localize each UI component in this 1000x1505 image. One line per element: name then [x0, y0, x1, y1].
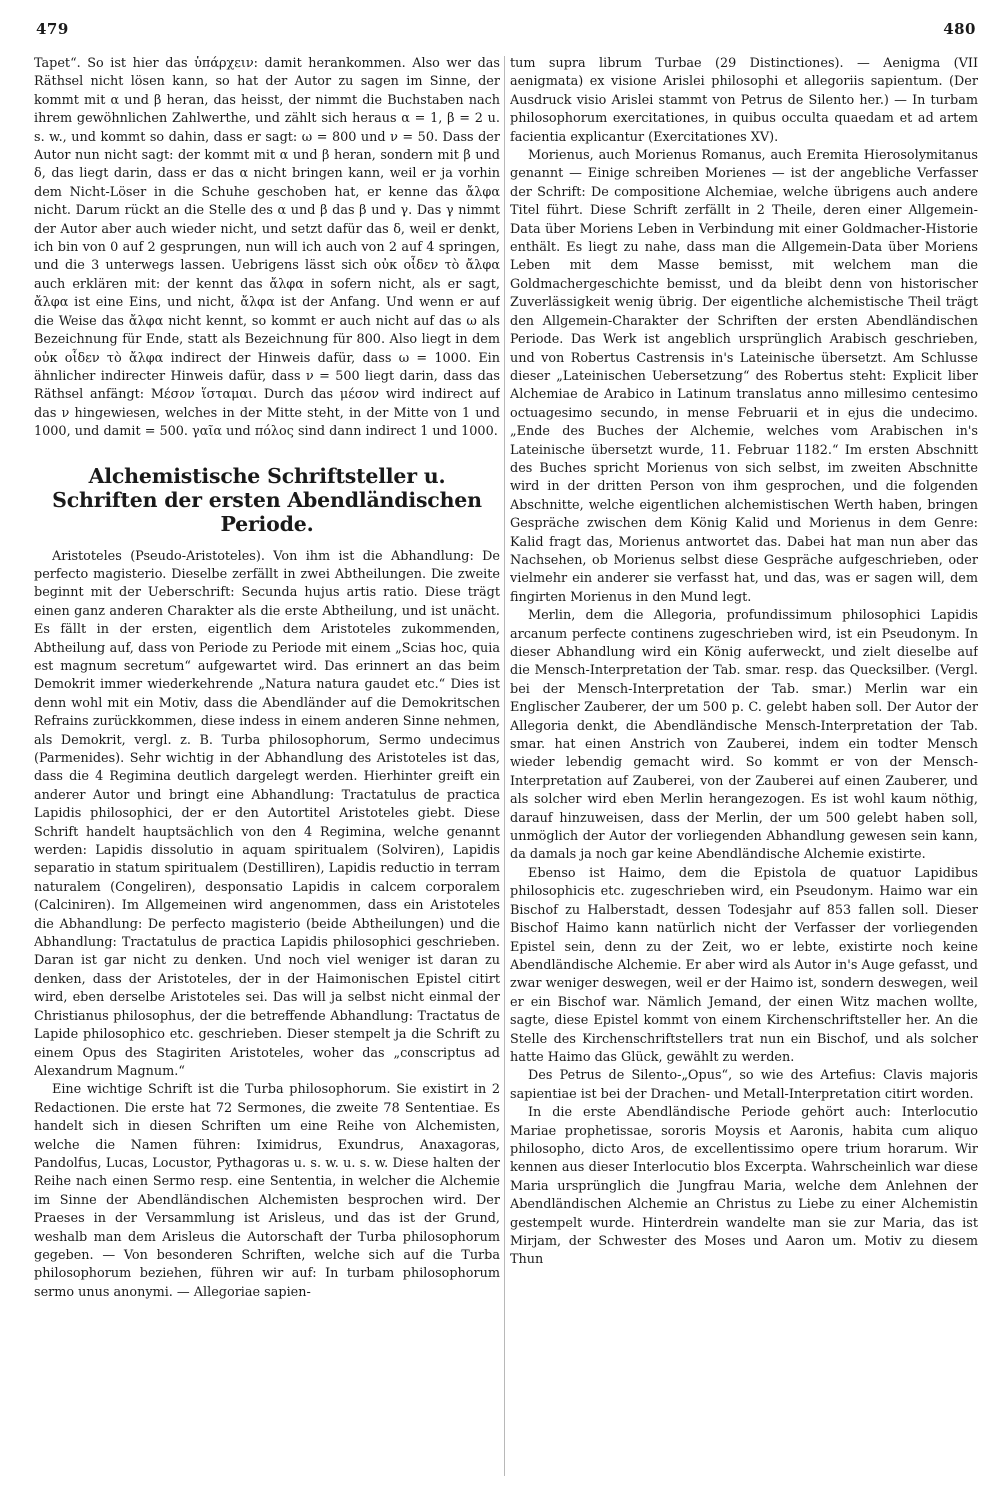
paragraph: Aristoteles (Pseudo-Aristoteles). Von ihm ist die Abhandlung: De perfecto magisterio. Dieselbe zerfällt in zwei Abtheilungen. Die zweite beginnt mit der Ueberschrift: Secunda hujus artis ratio. Diese trägt einen ganz anderen Charakter als die erste Abtheilung, und ist unächt. Es fällt in der ersten, eigentlich dem Aristoteles zukommenden, Abtheilung auf, dass von Periode zu Periode mit einem „Scias hoc, quia est magnum secretum“ aufgewartet wird. Das erinnert an das beim Demokrit immer wiederkehrende „Natura natura gaudet etc.“ Dies ist denn wohl mit ein Motiv, dass die Abendländer auf die Demokritschen Refrains zurückkommen, diese indess in einem anderen Sinne nehmen, als Demokrit, vergl. z. B. Turba philosophorum, Sermo undecimus (Parmenides). Sehr wichtig in der Abhandlung des Aristoteles ist das, dass die 4 Regimina deutlich dargelegt werden. Hierhinter greift ein anderer Autor und bringt eine Abhandlung: Tractatulus de practica Lapidis philosophici, der er den Autortitel Aristoteles giebt. Diese Schrift handelt hauptsächlich von den 4 Regimina, welche genannt werden: Lapidis dissolutio in aquam spiritualem (Solviren), Lapidis separatio in statum spiritualem (Destilliren), Lapidis reductio in terram naturalem (Congeliren), desponsatio Lapidis in calcem corporalem (Calciniren). Im Allgemeinen wird angenommen, dass ein Aristoteles die Abhandlung: De perfecto magisterio (beide Abtheilungen) und die Abhandlung: Tractatulus de practica Lapidis philosophici geschrieben. Daran ist gar nicht zu denken. Und noch viel weniger ist daran zu denken, dass der Aristoteles, der in der Haimonischen Epistel citirt wird, eben derselbe Aristoteles sei. Das will ja selbst nicht einmal der Christianus philosophus, der die betreffende Abhandlung: Tractatus de Lapide philosophico etc. geschrieben. Dieser stempelt ja die Schrift zu einem Opus des Stagiriten Aristoteles, woher das „conscriptus ad Alexandrum Magnum.“ — [34, 548, 500, 1079]
column-divider — [504, 56, 505, 1476]
page-number-right: 480 — [943, 20, 976, 38]
paragraph: Des Petrus de Silento-„Opus“, so wie des Artefius: Clavis majoris sapientiae ist bei der Drachen- und Metall-Interpretation citirt worden. — [510, 1068, 978, 1102]
right-column — [510, 55, 978, 1485]
left-column — [34, 55, 500, 1485]
paragraph: Eine wichtige Schrift ist die Turba philosophorum. Sie existirt in 2 Redactionen. Die erste hat 72 Sermones, die zweite 78 Sententiae. Es handelt sich in diesen Schriften um eine Reihe von Alchemisten, welche die Namen führen: Iximidrus, Exundrus, Anaxagoras, Pandolfus, Lucas, Locustor, Pythagoras u. s. w. u. s. w. Diese halten der Reihe nach einen Sermo resp. eine Sententia, in welcher die Alchemie im Sinne der Abendländischen Alchemisten besprochen wird. Der Praeses in der Versammlung ist Arisleus, und das ist der Grund, weshalb man dem Arisleus die Autorschaft der Turba philosophorum gegeben. — Von besonderen Schriften, welche sich auf die Turba philosophorum beziehen, führen wir auf: In turbam philosophorum sermo unus anonymi. — Allegoriae sapien- — [34, 1082, 500, 1300]
paragraph: In die erste Abendländische Periode gehört auch: Interlocutio Mariae prophetissae, sororis Moysis et Aaronis, habita cum aliquo philosopho, dicto Aros, de excellentissimo opere trium horarum. Wir kennen aus dieser Interlocutio blos Excerpta. Wahrscheinlich war diese Maria ursprünglich die Jungfrau Maria, welche dem Anlehnen der Abendländischen Alchemie an Christus zu Liebe zu einer Alchemistin gestempelt wurde. Hinterdrein wandelte man sie zur Maria, das ist Mirjam, der Schwester des Moses und Aaron um. Motiv zu diesem Thun — [510, 1105, 978, 1268]
paragraph: Morienus, auch Morienus Romanus, auch Eremita Hierosolymitanus genannt — Einige schreiben Morienes — ist der angebliche Verfasser der Schrift: De compositione Alchemiae, welche übrigens auch andere Titel führt. Diese Schrift zerfällt in 2 Theile, deren einer Allgemein-Data über Moriens Leben in Verbindung mit einer Goldmacher-Historie enthält. Es liegt zu nahe, dass man die Allgemein-Data über Moriens Leben mit dem Masse bemisst, mit welchem man die Goldmachergeschichte bemisst, und da bleibt denn von historischer Zuverlässigkeit wenig übrig. Der eigentliche alchemistische Theil trägt den Allgemein-Charakter der Schriften der ersten Abendländischen Periode. Das Werk ist angeblich ursprünglich Arabisch geschrieben, und von Robertus Castrensis in's Lateinische übersetzt. Am Schlusse dieser „Lateinischen Uebersetzung“ des Robertus steht: Explicit liber Alchemiae de Arabico in Latinum translatus anno millesimo centesimo octuagesimo secundo, in mense Februarii et in ejus die undecimo. „Ende des Buches der Alchemie, welches vom Arabischen in's Lateinische übersetzt wurde, 11. Februar 1182.“ Im ersten Abschnitt des Buches spricht Morienus von sich selbst, im zweiten Abschnitte wird in der dritten Person von ihm gesprochen, und die folgenden Abschnitte, welche eigentlichen alchemistischen Werth haben, bringen Gespräche zwischen dem König Kalid und Morienus in dem Genre: Kalid fragt das, Morienus antwortet das. Dabei hat man nun aber das Nachsehen, ob Morienus selbst diese Gespräche aufgeschrieben, oder vielmehr ein anderer sie verfasst hat, und das, was er sagen will, dem fingirten Morienus in den Mund legt. — [510, 148, 978, 605]
paragraph: Ebenso ist Haimo, dem die Epistola de quatuor Lapidibus philosophicis etc. zugeschrieben wird, ein Pseudonym. Haimo war ein Bischof zu Halberstadt, dessen Todesjahr auf 853 fallen soll. Dieser Bischof Haimo kann natürlich nicht der Verfasser der vorliegenden Epistel sein, denn zu der Zeit, wo er lebte, existirte noch keine Abendländische Alchemie. Er aber wird als Autor in's Auge gefasst, und zwar weniger deswegen, weil er der Haimo ist, sondern deswegen, weil er ein Bischof war. Nämlich Jemand, der einen Witz machen wollte, sagte, diese Epistel kommt von einem Kirchenschriftsteller her. An die Stelle des Kirchenschriftstellers trat nun ein Bischof, und als solcher hatte Haimo das Glück, gewählt zu werden. — [510, 865, 978, 1065]
page-number-left: 479 — [36, 20, 69, 38]
paragraph: Tapet“. So ist hier das ὑπάρχειν: damit herankommen. Also wer das Räthsel nicht lösen kann, so hat der Autor zu sagen im Sinne, der kommt mit α und β heran, das heisst, der nimmt die Buchstaben nach ihrem gewöhnlichen Zahlwerthe, und zählt sich heraus α = 1, β = 2 u. s. w., und kommt so dahin, dass er sagt: ω = 800 und ν = 50. Dass der Autor nun nicht sagt: der kommt mit α und β heran, sondern mit β und δ, das liegt darin, dass er das α nicht bringen kann, weil er ja vorhin dem Nicht-Löser in die Schuhe geschoben hat, er kenne das ἄλφα nicht. Darum rückt an die Stelle des α und β das β und γ. Das γ nimmt der Autor aber auch wieder nicht, und setzt dafür das δ, weil er denkt, ich bin von 0 auf 2 gesprungen, nun will ich auch von 2 auf 4 springen, und die 3 unterwegs lassen. Uebrigens lässt sich οὐκ οἶδεν τὸ ἄλφα auch erklären mit: der kennt das ἄλφα in sofern nicht, als er sagt, ἄλφα ist eine Eins, und nicht, ἄλφα ist der Anfang. Und wenn er auf die Weise das ἄλφα nicht kennt, so kommt er auch nicht auf das ω als Bezeichnung für Ende, statt als Bezeichnung für 800. Also liegt in dem οὐκ οἶδεν τὸ ἄλφα indirect der Hinweis dafür, dass ω = 1000. Ein ähnlicher indirecter Hinweis dafür, dass ν = 500 liegt darin, dass das Räthsel anfängt: Μέσον ἵσταμαι. Durch das μέσον wird indirect auf das ν hingewiesen, welches in der Mitte steht, in der Mitte von 1 und 1000, und damit = 500. γαῖα und πόλος sind dann indirect 1 und 1000. — [34, 56, 500, 440]
paragraph: tum supra librum Turbae (29 Distinctiones). — Aenigma (VII aenigmata) ex visione Arislei philosophi et allegoriis sapientum. (Der Ausdruck visio Arislei stammt von Petrus de Silento her.) — In turbam philosophorum exercitationes, in quibus occulta quaedam et ad artem facientia explicantur (Exercitationes XV). — [510, 56, 978, 145]
section-heading: Alchemistische Schriftsteller u. Schriften der ersten Abendländischen Periode. — [52, 463, 482, 536]
paragraph: Merlin, dem die Allegoria, profundissimum philosophici Lapidis arcanum perfecte continens zugeschrieben wird, ist ein Pseudonym. In dieser Abhandlung wird ein König auferweckt, und zielt dieselbe auf die Mensch-Interpretation der Tab. smar. resp. das Quecksilber. (Vergl. bei der Mensch-Interpretation der Tab. smar.) Merlin war ein Englischer Zauberer, der um 500 p. C. gelebt haben soll. Der Autor der Allegoria denkt, die Abendländische Mensch-Interpretation der Tab. smar. hat einen Anstrich von Zauberei, indem ein todter Mensch wieder lebendig gemacht wird. So kommt er von der Mensch-Interpretation auf Zauberei, von der Zauberei auf einen Zauberer, und als solcher wird eben Merlin herangezogen. Es ist wohl kaum nöthig, darauf hinzuweisen, dass der Merlin, der um 500 gelebt haben soll, unmöglich der Autor der vorliegenden Abhandlung gewesen sein kann, da damals ja noch gar keine Abendländische Alchemie existirte. — [510, 608, 978, 863]
